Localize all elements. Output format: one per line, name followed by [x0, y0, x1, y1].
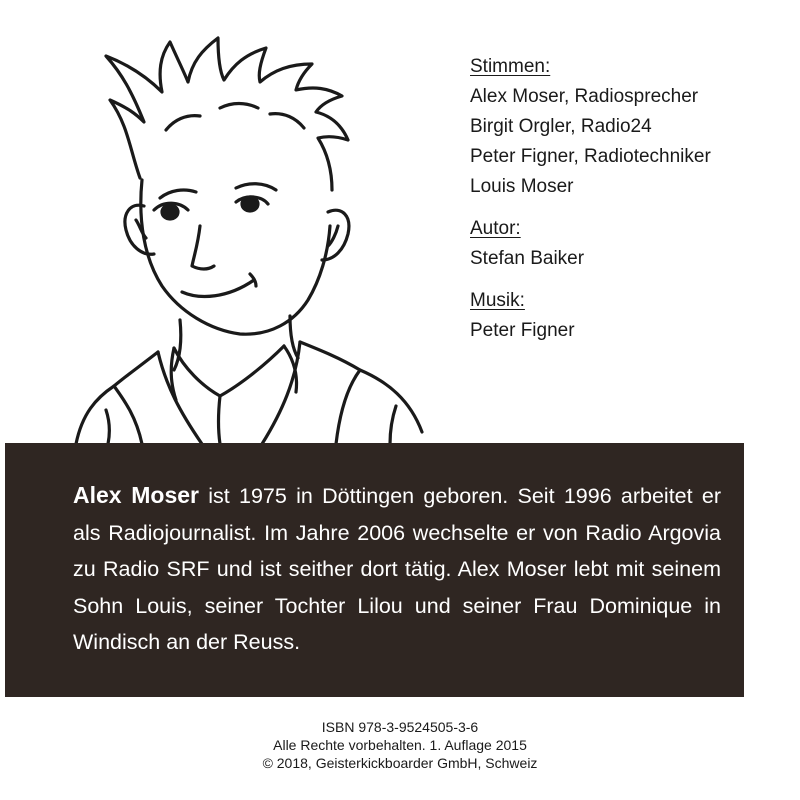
- bio-panel: [5, 443, 744, 697]
- voices-heading: Stimmen:: [470, 56, 551, 77]
- bio-name: Alex Moser: [73, 482, 199, 508]
- voice-line: Louis Moser: [470, 176, 574, 197]
- music-heading: Musik:: [470, 290, 525, 311]
- author-line: Stefan Baiker: [470, 248, 585, 269]
- voice-line: Birgit Orgler, Radio24: [470, 116, 652, 137]
- credits-music: [470, 286, 790, 346]
- credits-voices: [470, 52, 790, 202]
- bio-body: ist 1975 in Döttingen geboren. Seit 1996 arbeitet er als Radiojournalist. Im Jahre 2006 wechselte er von Radio Argovia zu Radio SRF und ist seither dort tätig. Alex Moser lebt mit seinem Sohn Louis, seiner Tochter Lilou und seiner Frau Dominique in Windisch an der Reuss.: [73, 484, 721, 654]
- voice-line: Peter Figner, Radiotechniker: [470, 146, 711, 167]
- voice-line: Alex Moser, Radiosprecher: [470, 86, 699, 107]
- isbn-line: ISBN 978-3-9524505-3-6: [321, 719, 479, 735]
- music-line: Peter Figner: [470, 320, 575, 341]
- bio-paragraph: [73, 477, 721, 661]
- credits-author: [470, 214, 790, 274]
- portrait-illustration-icon: [70, 30, 440, 444]
- rights-line: Alle Rechte vorbehalten. 1. Auflage 2015: [273, 737, 527, 753]
- imprint: [0, 718, 800, 772]
- copyright-line: © 2018, Geisterkickboarder GmbH, Schweiz: [262, 755, 538, 771]
- credits-block: [470, 52, 790, 358]
- author-heading: Autor:: [470, 218, 521, 239]
